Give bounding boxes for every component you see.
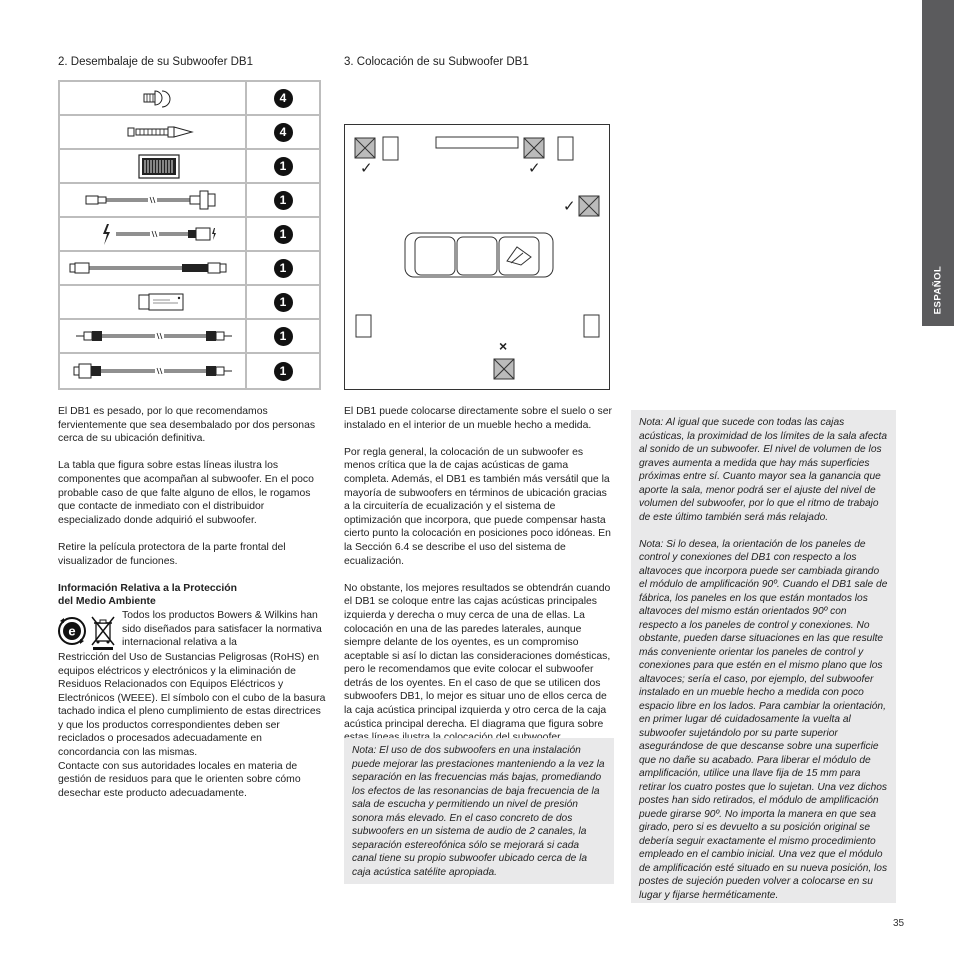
room-diagram-drawing — [345, 125, 609, 389]
environment-heading-line-1: Información Relativa a la Protección — [58, 582, 238, 594]
environment-contact-text: Contacte con sus autoridades locales en materia de gestión de residuos para que le orienten sobre cómo desechar este producto adecuadamente. — [58, 760, 301, 799]
language-tab-label: ESPAÑOL — [932, 265, 944, 315]
sofa-icon — [405, 233, 553, 277]
unpacking-paragraph-3: Retire la película protectora de la parte frontal del visualizador de funciones. — [58, 541, 286, 567]
environment-text-rest: Restricción del Uso de Sustancias Peligrosas (RoHS) en equipos eléctricos y electrónicos y la eliminación de Residuos Relacionados con Equipos Eléctricos y Electrónicos (WEEE). El símbolo con el cubo de la basura tachado indica el pleno cumplimiento de estas directrices y que los productos correspondientes deben ser reciclados o procesados adecuadamente en concordancia con las mismas. — [58, 651, 326, 759]
environment-block — [58, 609, 326, 801]
parts-row — [58, 286, 321, 318]
parts-item-cell — [60, 252, 245, 284]
quantity-badge: 4 — [274, 89, 293, 108]
parts-row — [58, 320, 321, 352]
parts-row — [58, 150, 321, 182]
unpacking-paragraph-2: La tabla que figura sobre estas líneas ilustra los componentes que acompañan al subwoofer. En el poco probable caso de que falte alguno de ellos, le rogamos que contacte de inmediato con el distribuidor especializado donde adquirió el subwoofer. — [58, 460, 314, 526]
placement-paragraph-2: Por regla general, la colocación de un subwoofer es menos crítica que la de cajas acústicas de gama completa. Además, el DB1 es también más versátil que la mayoría de subwoofers en términos de ubicación gracias a la circuitería de ecualización y el sistema de optimización que incorpora, que puede compensar hasta cierto punto la colocación en posiciones poco idóneas. En la Sección 6.4 se describe el uso del sistema de ecualización. — [344, 446, 611, 567]
microphone-icon — [60, 286, 245, 318]
spike-icon — [60, 116, 245, 148]
middle-body-text — [344, 405, 612, 758]
parts-qty-cell — [247, 218, 319, 250]
room-placement-diagram — [344, 124, 610, 390]
checkmark-icon: ✓ — [528, 160, 541, 177]
parts-qty-cell — [247, 286, 319, 318]
cross-icon: × — [499, 338, 508, 354]
tv-screen — [436, 137, 518, 148]
environment-heading-line-2: del Medio Ambiente — [58, 596, 156, 608]
parts-qty-cell — [247, 116, 319, 148]
quantity-badge: 1 — [274, 293, 293, 312]
parts-row — [58, 218, 321, 250]
parts-item-cell — [60, 150, 245, 182]
quantity-badge: 1 — [274, 157, 293, 176]
checkmark-icon: ✓ — [360, 160, 373, 177]
quantity-badge: 4 — [274, 123, 293, 142]
placement-paragraph-3: No obstante, los mejores resultados se obtendrán cuando el DB1 se coloque entre las cajas acústicas principales izquierda y derecha o muy cerca de una de ellas. La colocación en una de las paredes laterales, aunque siempre delante de los oyentes, es un compromiso aceptable si así lo dictan las consideraciones domésticas, pero le recomendamos que evite colocar el subwoofer detrás de los oyentes. En el caso de que se utilicen dos subwoofers DB1, lo mejor es situar uno de ellos cerca de la caja acústica principal izquierda y otro cerca de la caja acústica principal derecha. El diagrama que figura sobre — [344, 582, 611, 730]
parts-row — [58, 252, 321, 284]
parts-row — [58, 354, 321, 388]
left-body-text — [58, 405, 326, 800]
parts-qty-cell — [247, 252, 319, 284]
checkmark-icon: ✓ — [563, 198, 576, 215]
parts-table — [58, 80, 321, 390]
right-notes-box — [631, 410, 896, 903]
two-subwoofers-note-text: Nota: El uso de dos subwoofers en una instalación puede mejorar las prestaciones manteniendo a la vez la separación en las frecuencias más bajas, promediando los efectos de las resonancias de baja frecuencia de la sala de escucha y permitiendo un nivel de presión sonora más elevado. En el caso concreto de dos subwoofers en un sistema de audio de 2 canales, la separación estereofónica sólo se mejorará si cada canal tiene su propio subwoofer ubicado cerca de la caja acústica satélite apropiada. — [352, 745, 605, 878]
speaker-rear-right — [584, 315, 599, 337]
rca-cable-icon — [60, 320, 245, 352]
parts-qty-cell — [247, 320, 319, 352]
parts-item-cell — [60, 82, 245, 114]
parts-row — [58, 82, 321, 114]
parts-item-cell — [60, 354, 245, 388]
parts-row — [58, 116, 321, 148]
speaker-front-right — [558, 137, 573, 160]
placement-heading: 3. Colocación de su Subwoofer DB1 — [344, 56, 529, 68]
subwoofer-not-recommended — [494, 359, 514, 379]
screw-cap-icon — [60, 82, 245, 114]
placement-paragraph-1: El DB1 puede colocarse directamente sobre el suelo o ser instalado en el interior de un mueble hecho a medida. — [344, 406, 612, 431]
parts-qty-cell — [247, 354, 319, 388]
parts-qty-cell — [247, 82, 319, 114]
environment-text-first: Todos los productos Bowers & Wilkins han sido diseñados para satisfacer la normativa internacional relativa a la — [122, 609, 322, 649]
quantity-badge: 1 — [274, 225, 293, 244]
unpacking-paragraph-1: El DB1 es pesado, por lo que recomendamos fervientemente que sea desembalado por dos personas cerca de su ubicación definitiva. — [58, 406, 316, 445]
parts-item-cell — [60, 184, 245, 216]
amplifier-orientation-note: Nota: Si lo desea, la orientación de los paneles de control y conexiones del DB1 con respecto a los altavoces que incorpora puede ser cambiada girando el módulo de amplificación 90º. Cuando el DB1 sale de fábrica, los paneles en los que están montados los altavoces del mismo están orientados 90º con respecto a los paneles de control y conexiones. No obstante, pueden darse situaciones en las que resulte más conveniente orientar los paneles de control y conexiones para que estén en el mismo plano que los altavoces; sería el caso, por ejemplo, del subwoofer instalado en un mueble hecho a medida con poco espacio libre en los lados. Para cambiar la orientación, en primer lugar dé cuidadosamente la vuelta al subwoofer sujetándolo por su parte superior asegurándose de que descanse sobre una superficie que no dañe su acabado. Para liberar el módulo de amplificación, utilice una llave fija de 15 mm para retirar los cuatro postes que lo sujetan. Una vez dichos postes han sido retirados, el módulo de amplificación puede girarse 90º. No importa la manera en que sea girado, pero si es devuelto a su posición original se debería seguir exactamente el mismo procedimiento empleado en el cambio inicial. Una vez que el módulo de amplificación esté situado en su nueva posición, los postes de sujeción pueden volver a colocarse en su lugar y fijarse herméticamente. — [639, 538, 888, 901]
room-boundaries-note: Nota: Al igual que sucede con todas las cajas acústicas, la proximidad de los límites de la sala afecta al sonido de un subwoofer. El nivel de volumen de los graves aumenta a medida que hay más superficies próximas entre sí. Cuanto mayor sea la ganancia que aporte la sala, menor podrá ser el ajuste del nivel de volumen del subwoofer, por lo que el ritmo de trabajo de este último también será más relajado. — [639, 417, 888, 523]
speaker-rear-left — [356, 315, 371, 337]
parts-item-cell — [60, 116, 245, 148]
parts-qty-cell — [247, 184, 319, 216]
subwoofer-recommended-right — [524, 138, 544, 158]
subwoofer-recommended-left — [355, 138, 375, 158]
recycling-weee-icon — [56, 611, 118, 651]
parts-item-cell — [60, 320, 245, 352]
quantity-badge: 1 — [274, 362, 293, 381]
quantity-badge: 1 — [274, 259, 293, 278]
quantity-badge: 1 — [274, 191, 293, 210]
unpacking-heading: 2. Desembalaje de su Subwoofer DB1 — [58, 56, 253, 68]
parts-qty-cell — [247, 150, 319, 182]
trigger-cable-icon — [60, 218, 245, 250]
page-number: 35 — [893, 918, 905, 929]
parts-row — [58, 184, 321, 216]
usb-serial-cable-icon — [60, 184, 245, 216]
quantity-badge: 1 — [274, 327, 293, 346]
xlr-rca-cable-icon — [60, 354, 245, 388]
language-tab — [922, 0, 954, 326]
xlr-cable-icon — [60, 252, 245, 284]
svg-text:e: e — [68, 623, 76, 639]
parts-item-cell — [60, 286, 245, 318]
speaker-front-left — [383, 137, 398, 160]
two-subwoofers-note — [344, 738, 614, 884]
grille-tool-icon — [60, 150, 245, 182]
subwoofer-side-wall — [579, 196, 599, 216]
parts-item-cell — [60, 218, 245, 250]
